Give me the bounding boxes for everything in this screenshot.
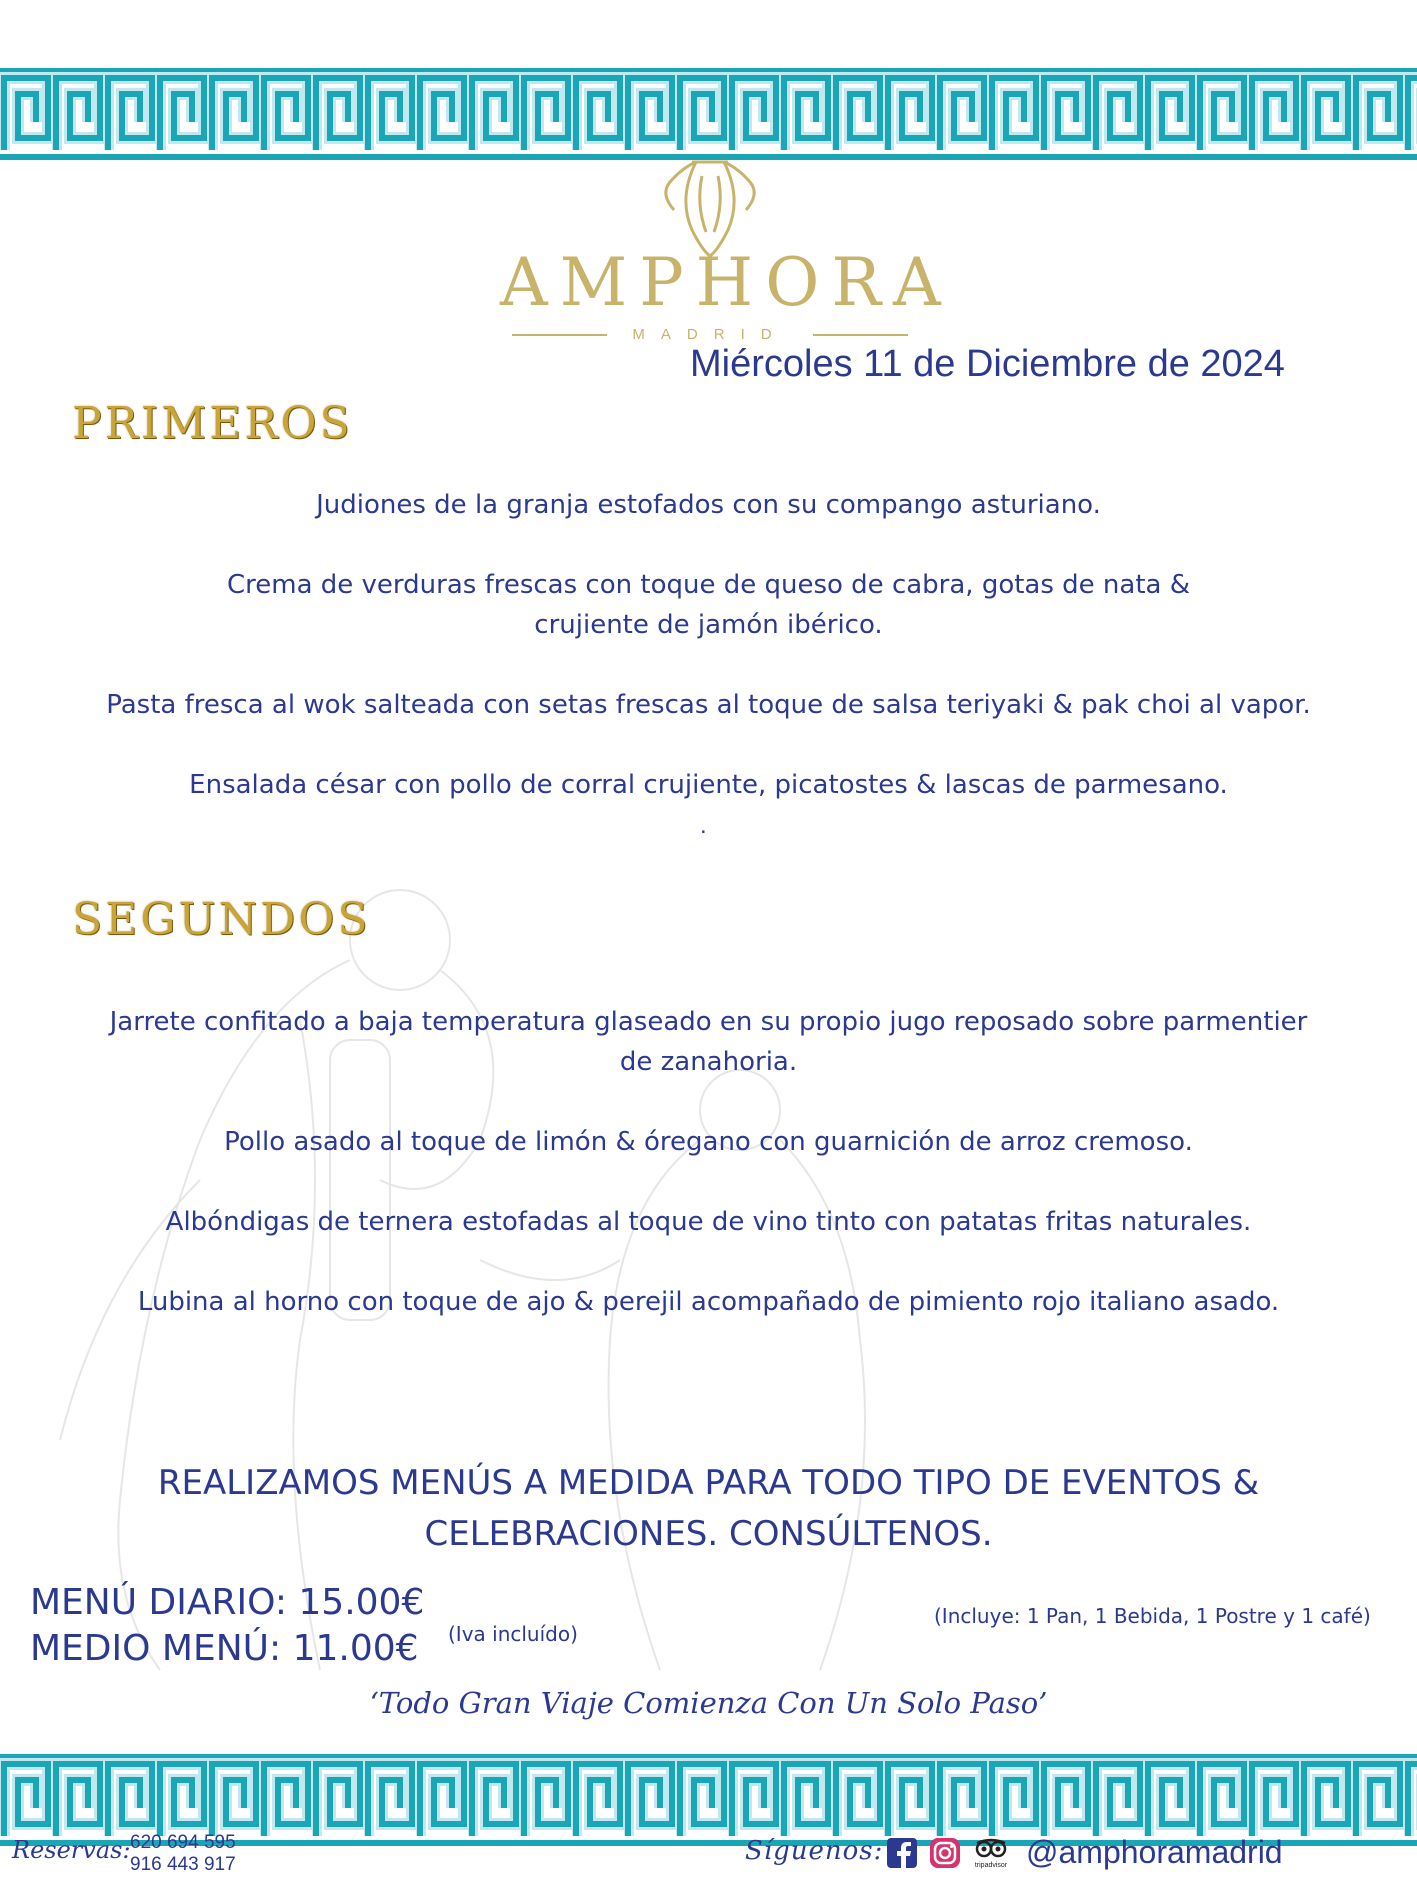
dish-item: Crema de verduras frescas con toque de queso de cabra, gotas de nata & xyxy=(226,570,1191,600)
phone-number[interactable]: 620 694 595 xyxy=(130,1832,236,1853)
motto: ‘Todo Gran Viaje Comienza Con Un Solo Paso’ xyxy=(369,1686,1048,1720)
dish-item: de zanahoria. xyxy=(619,1047,798,1077)
brand-city: MADRID xyxy=(632,326,788,343)
trailing-dot: . xyxy=(700,812,707,839)
dish-item: Pasta fresca al wok salteada con setas frescas al toque de salsa teriyaki & pak choi al vapor. xyxy=(106,690,1311,720)
siguenos-label: Síguenos: xyxy=(745,1836,884,1866)
tripadvisor-icon[interactable] xyxy=(972,1837,1010,1869)
section-title-segundos: SEGUNDOS xyxy=(72,894,371,945)
iva-note: (Iva incluído) xyxy=(448,1622,578,1646)
section-title-primeros: PRIMEROS xyxy=(72,398,353,449)
greek-key-border-top xyxy=(0,66,1417,162)
amphora-logo xyxy=(500,158,953,343)
events-line-2: CELEBRACIONES. CONSÚLTENOS. xyxy=(424,1514,993,1554)
price-medio-menu: MEDIO MENÚ: 11.00€ xyxy=(30,1628,419,1669)
dish-item: Jarrete confitado a baja temperatura glaseado en su propio jugo reposado sobre parmentier xyxy=(109,1007,1308,1037)
events-notice xyxy=(100,1458,1317,1560)
amphora-logo-icon xyxy=(652,158,768,258)
tripadvisor-label: tripadvisor xyxy=(974,1862,1008,1869)
facebook-icon[interactable] xyxy=(886,1837,918,1869)
menu-date: Miércoles 11 de Diciembre de 2024 xyxy=(690,343,1285,385)
dish-item: Pollo asado al toque de limón & óregano con guarnición de arroz cremoso. xyxy=(224,1127,1193,1157)
brand-divider-right xyxy=(813,334,908,336)
dish-item: Ensalada césar con pollo de corral crujiente, picatostes & lascas de parmesano. xyxy=(189,770,1228,800)
social-handle[interactable]: @amphoramadrid xyxy=(1026,1834,1283,1870)
phone-number[interactable]: 916 443 917 xyxy=(130,1854,236,1875)
brand-name: AMPHORA xyxy=(500,244,953,321)
events-line-1: REALIZAMOS MENÚS A MEDIDA PARA TODO TIPO DE EVENTOS & xyxy=(157,1463,1260,1503)
dish-item: crujiente de jamón ibérico. xyxy=(534,610,883,640)
instagram-icon[interactable] xyxy=(929,1837,961,1869)
includes-note: (Incluye: 1 Pan, 1 Bebida, 1 Postre y 1 café) xyxy=(934,1604,1371,1628)
dish-item: Lubina al horno con toque de ajo & perejil acompañado de pimiento rojo italiano asado. xyxy=(137,1287,1280,1317)
greek-figure-illustration xyxy=(0,880,1417,1680)
dish-item: Albóndigas de ternera estofadas al toque de vino tinto con patatas fritas naturales. xyxy=(165,1207,1252,1237)
reservas-label: Reservas: xyxy=(12,1836,131,1864)
dish-item: Judiones de la granja estofados con su compango asturiano. xyxy=(316,490,1101,520)
price-menu-diario: MENÚ DIARIO: 15.00€ xyxy=(30,1582,425,1623)
